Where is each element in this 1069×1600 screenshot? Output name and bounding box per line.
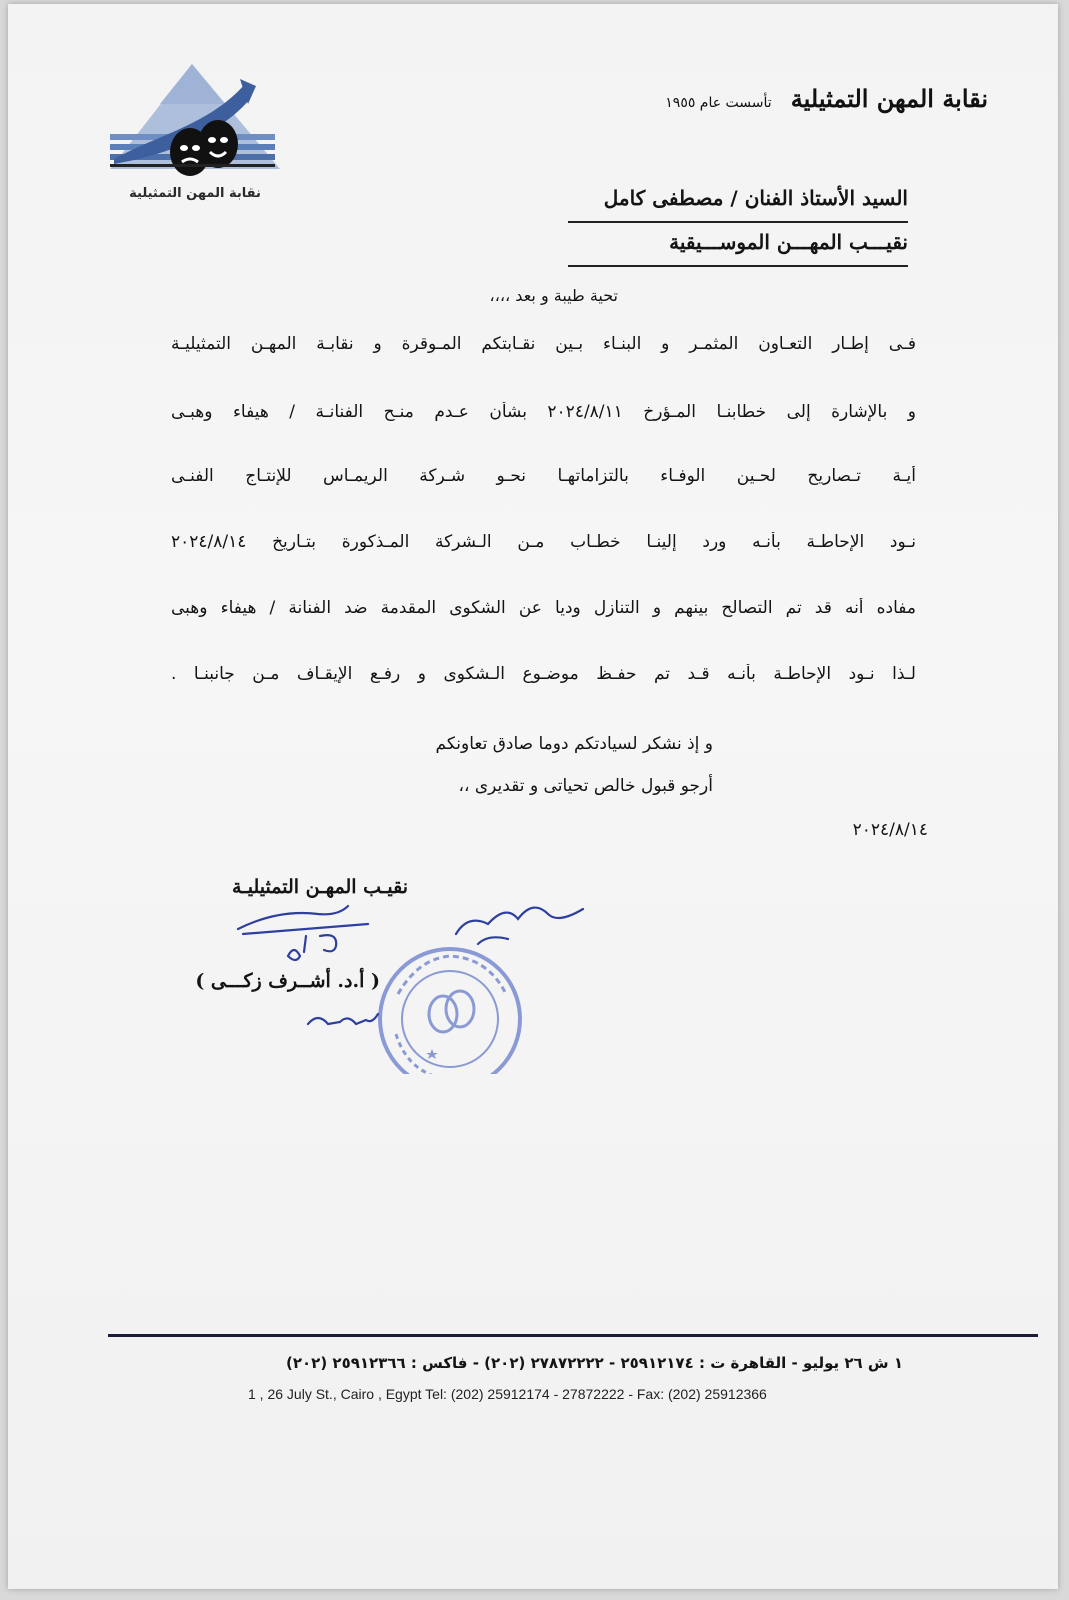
body-line: لـذا نـود الإحاطـة بأنـه قـد تم حفـظ موضـوع الـشكوى و رفـع الإيقـاف مـن جانبنـا . bbox=[171, 664, 916, 684]
masks-logo-icon bbox=[100, 64, 290, 189]
body-line: نـود الإحاطـة بأنـه ورد إلينـا خطـاب مـن الـشركة المـذكورة بتـاريخ ٢٠٢٤/٨/١٤ bbox=[171, 532, 916, 552]
union-logo bbox=[100, 64, 290, 214]
signature-and-stamp bbox=[188, 884, 648, 1074]
body-line: مفاده أنه قد تم التصالح بينهم و التنازل وديا عن الشكوى المقدمة ضد الفنانة / هيفاء وهبى bbox=[171, 598, 916, 618]
footer-divider bbox=[108, 1334, 1038, 1337]
addressee-line-1: السيد الأستاذ الفنان / مصطفى كامل bbox=[603, 186, 908, 210]
body-line: فـى إطـار التعـاون المثمـر و البنـاء بـين نقـابتكم المـوقرة و نقابـة المهـن التمثيليـة bbox=[171, 334, 916, 354]
signatory-name: ( أ.د. أشــرف زكـــى ) bbox=[195, 970, 380, 992]
signatory-title: نقيـب المهـن التمثيليـة bbox=[232, 876, 408, 898]
addressee-line-2: نقيـــب المهـــن الموســـيقية bbox=[669, 230, 908, 254]
closing-line: و إذ نشكر لسيادتكم دوما صادق تعاونكم bbox=[435, 734, 713, 754]
letter-date: ٢٠٢٤/٨/١٤ bbox=[852, 820, 928, 840]
closing-line: أرجو قبول خالص تحياتى و تقديرى ،، bbox=[458, 776, 713, 796]
established-date: تأسست عام ١٩٥٥ bbox=[665, 95, 772, 111]
greeting: تحية طيبة و بعد ،،،، bbox=[489, 286, 618, 305]
footer-address-english: 1 , 26 July St., Cairo , Egypt Tel: (202) 25912174 - 27872222 - Fax: (202) 25912366 bbox=[248, 1386, 767, 1402]
addressee-underline-2 bbox=[568, 262, 908, 270]
body-line: و بالإشارة إلى خطابنـا المـؤرخ ٢٠٢٤/٨/١١ بشأن عـدم منـح الفنانـة / هيفاء وهبـى bbox=[171, 402, 916, 422]
letter-page bbox=[8, 4, 1058, 1589]
logo-caption: نقابة المهن التمثيلية bbox=[129, 186, 261, 201]
addressee-underline bbox=[568, 218, 908, 226]
footer-address-arabic: ١ ش ٢٦ يوليو - القاهرة ت : ٢٥٩١٢١٧٤ - ٢٧٨٧٢٢٢٢ (٢٠٢) - فاكس : ٢٥٩١٢٣٦٦ (٢٠٢) bbox=[286, 1354, 903, 1372]
body-line: أيـة تـصاريح لحـين الوفـاء بالتزاماتهـا نحـو شـركة الريمـاس للإنتـاج الفنـى bbox=[171, 466, 916, 486]
letterhead bbox=[665, 84, 988, 113]
org-name: نقابة المهن التمثيلية bbox=[790, 84, 988, 113]
official-stamp-icon bbox=[380, 949, 520, 1074]
